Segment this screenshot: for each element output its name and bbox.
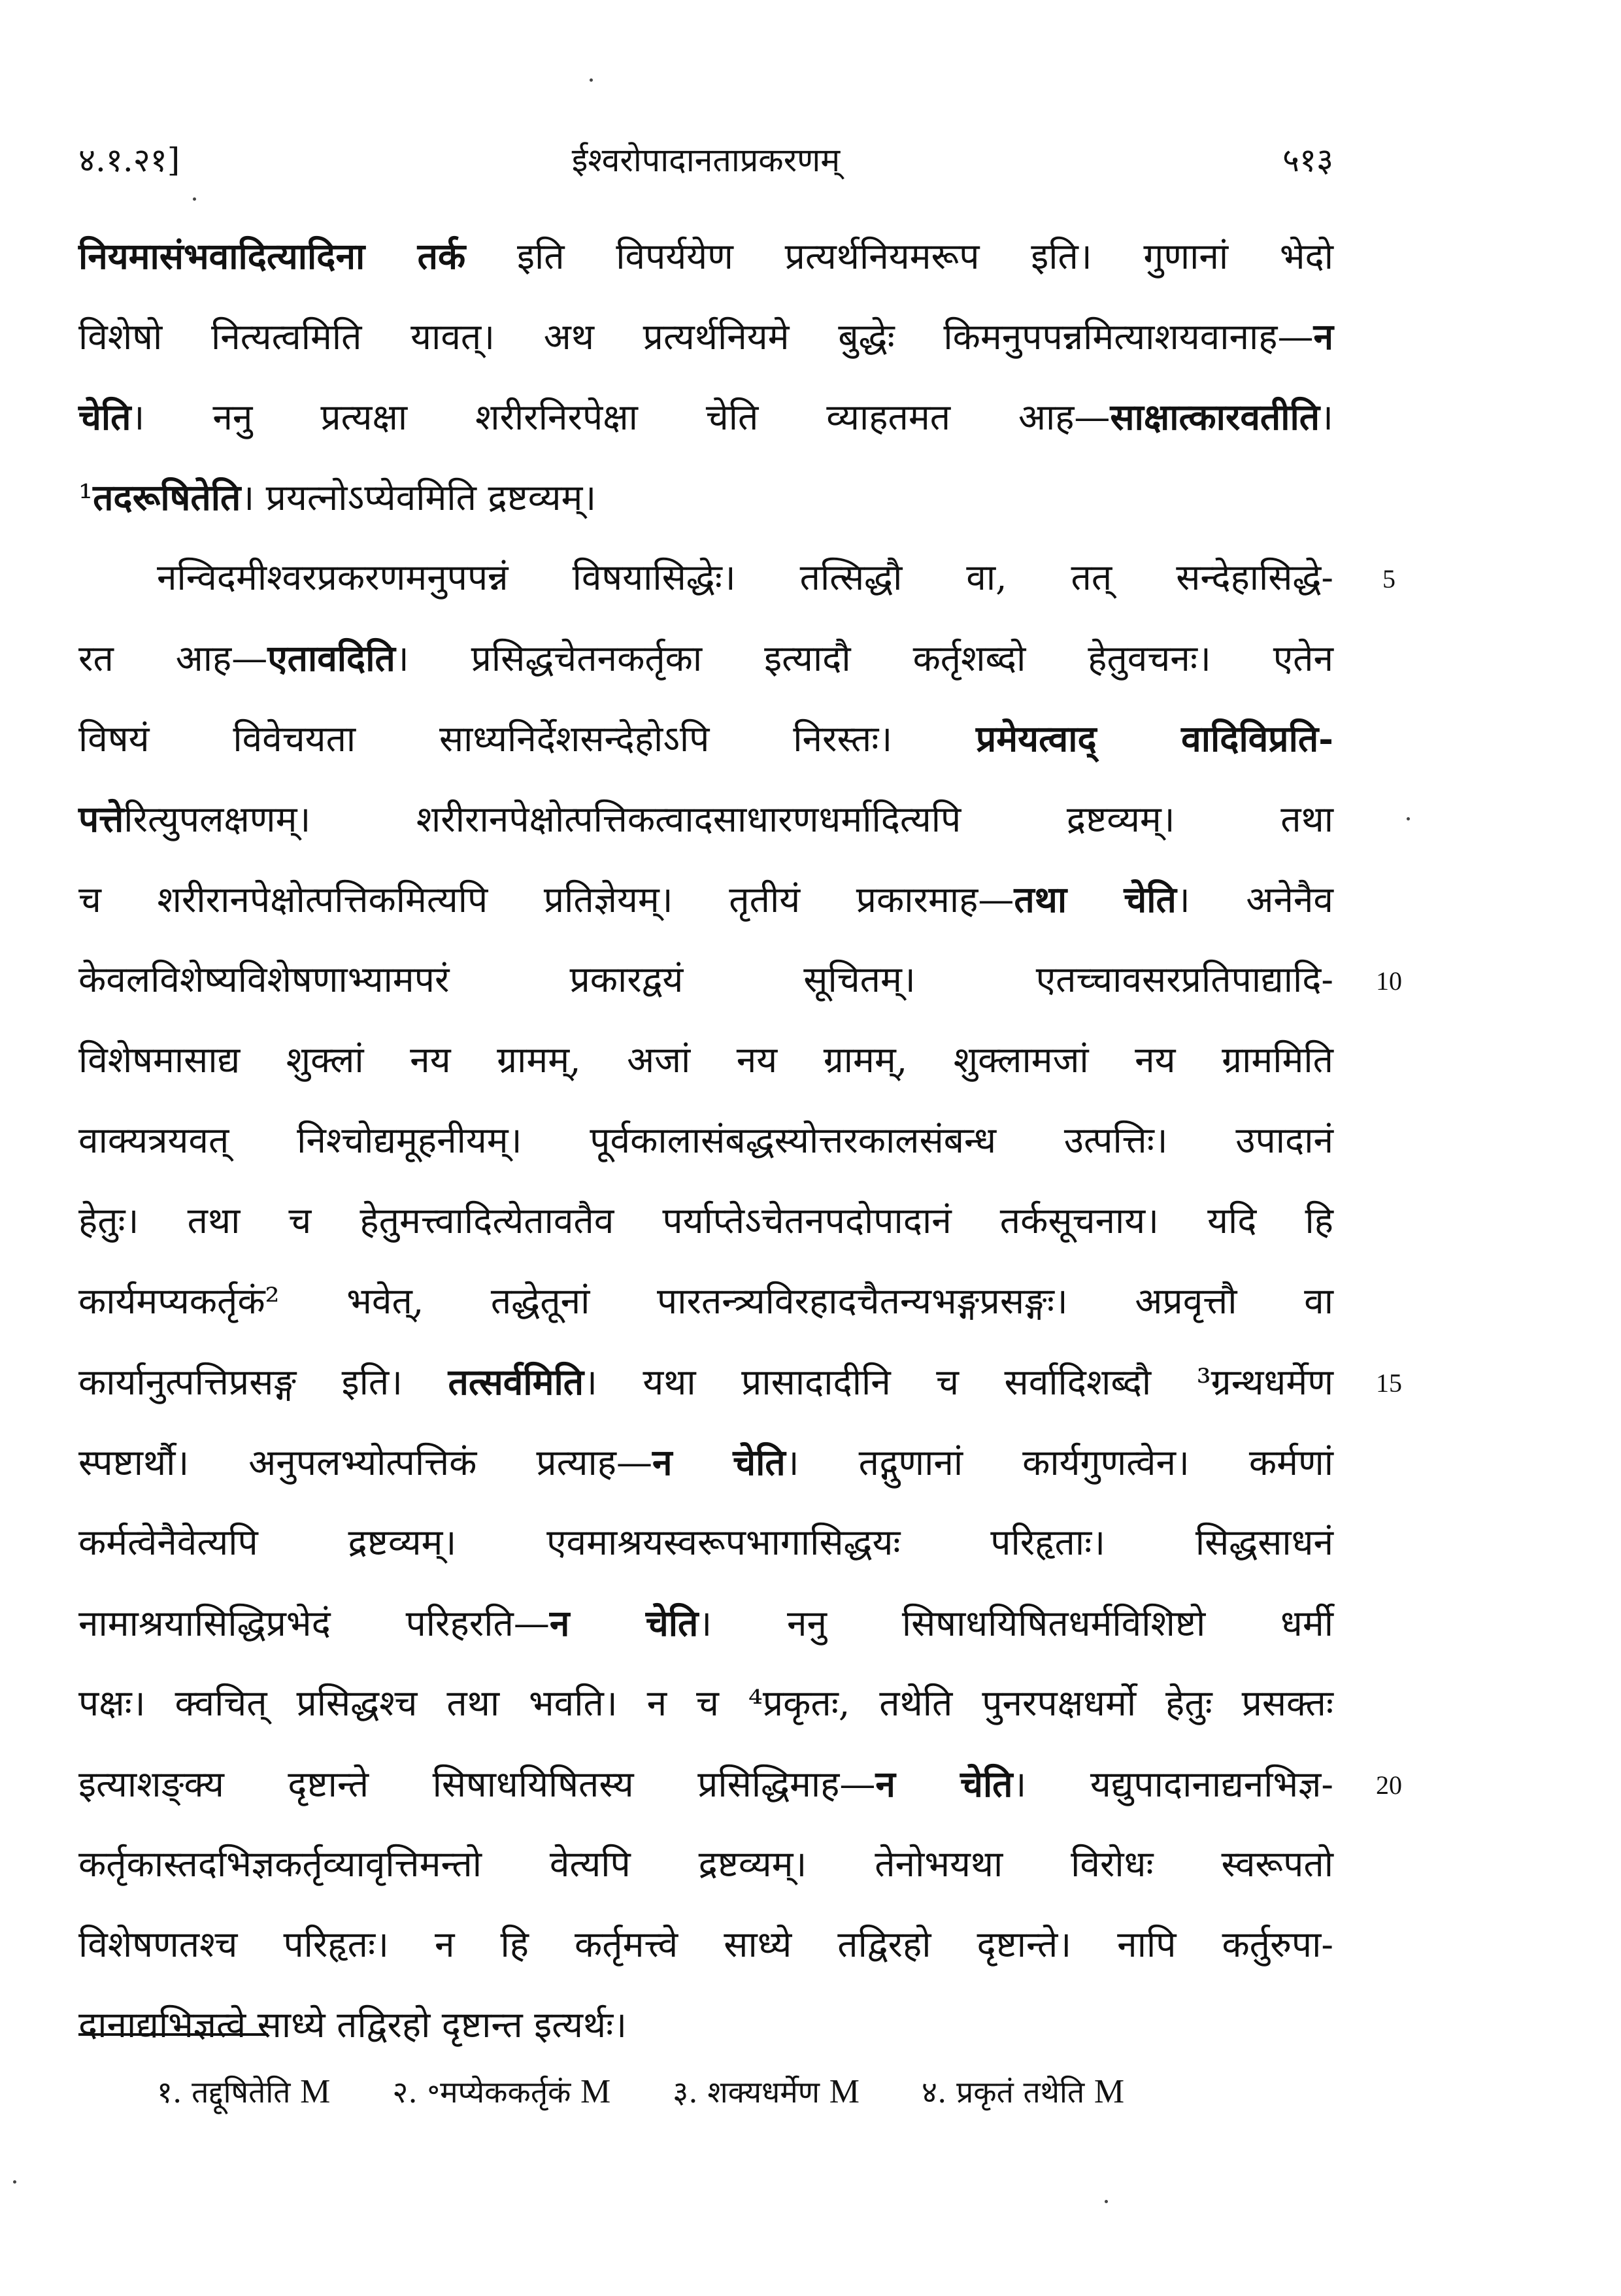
lemma-text: तत्सर्वमिति <box>448 1360 584 1403</box>
footnote-text: १. तद्दूषितेति <box>157 2074 291 2110</box>
commentary-segment: । यथा प्रासादादीनि च सर्वादिशब्दौ ³ग्रन्थधर्मेण <box>584 1361 1334 1403</box>
footnotes <box>157 2066 1333 2118</box>
commentary-segment: । प्रसिद्धचेतनकर्तृका इत्यादौ कर्तृशब्दो हेतुवचनः। एतेन <box>395 637 1334 679</box>
lemma-text: पत्ते <box>78 798 124 840</box>
text-line <box>78 1583 1333 1663</box>
commentary-segment: कर्मत्वेनैवेत्यपि द्रष्टव्यम्। एवमाश्रयस्वरूपभागासिद्धयः परिहृताः। सिद्धसाधनं <box>78 1521 1333 1563</box>
line-number: 10 <box>1376 966 1402 996</box>
text-line <box>78 1020 1333 1100</box>
text-line <box>78 216 1333 296</box>
footnote <box>673 2066 860 2118</box>
lemma-text: चेति <box>78 396 131 438</box>
lemma-text: न चेति <box>875 1763 1013 1805</box>
commentary-segment: इत्याशङ्क्य दृष्टान्ते सिषाधयिषितस्य प्रसिद्धिमाह— <box>78 1763 876 1805</box>
commentary-segment: रत आह— <box>78 637 268 679</box>
text-line <box>78 1181 1333 1261</box>
commentary-segment: नन्विदमीश्वरप्रकरणमनुपपन्नं विषयासिद्धेः। तत्सिद्धौ वा, तत् सन्देहासिद्धे- <box>157 556 1333 598</box>
section-reference: ४.१.२१] <box>78 141 180 179</box>
footnote-rule <box>78 2033 268 2036</box>
text-line <box>78 1663 1333 1744</box>
text-line <box>78 698 1333 779</box>
commentary-segment: इति विपर्ययेण प्रत्यर्थनियमरूप इति। गुणानां भेदो <box>465 235 1333 277</box>
commentary-segment: नामाश्रयासिद्धिप्रभेदं परिहरति— <box>78 1602 550 1644</box>
commentary-segment: । यद्युपादानाद्यनभिज्ञ- <box>1012 1763 1334 1805</box>
scan-speck <box>13 2180 16 2184</box>
commentary-segment: हेतुः। तथा च हेतुमत्त्वादित्येतावतैव पर्याप्तेऽचेतनपदोपादानं तर्कसूचनाय। यदि हि <box>78 1200 1333 1241</box>
footnote <box>392 2066 610 2118</box>
scan-speck <box>1105 2200 1108 2203</box>
commentary-segment: । अनेनैव <box>1176 879 1333 920</box>
chapter-title: ईश्वरोपादानताप्रकरणम् <box>571 141 841 179</box>
commentary-segment: । <box>1320 396 1333 438</box>
text-line <box>78 1824 1333 1904</box>
manuscript-siglum: M <box>580 2073 611 2110</box>
footnote-text: ४. प्रकृतं तथेति <box>921 2074 1085 2110</box>
lemma-text: तथा चेति <box>1014 878 1177 920</box>
commentary-segment: ¹ <box>78 477 93 518</box>
manuscript-siglum: M <box>829 2073 860 2110</box>
text-line <box>78 939 1333 1020</box>
text-line <box>78 779 1333 859</box>
manuscript-siglum: M <box>300 2073 331 2110</box>
commentary-segment: च शरीरानपेक्षोत्पत्तिकमित्यपि प्रतिज्ञेयम्। तृतीयं प्रकारमाह— <box>78 879 1014 920</box>
text-line <box>78 1100 1333 1181</box>
commentary-segment: रित्युपलक्षणम्। शरीरानपेक्षोत्पत्तिकत्वादसाधारणधर्मादित्यपि द्रष्टव्यम्। तथा <box>124 798 1333 840</box>
commentary-segment: विशेषो नित्यत्वमिति यावत्। अथ प्रत्यर्थनियमे बुद्धेः किमनुपपन्नमित्याशयवानाह— <box>78 316 1314 358</box>
scan-speck <box>590 78 593 82</box>
line-number: 20 <box>1376 1770 1402 1800</box>
lemma-text: न चेति <box>652 1441 786 1483</box>
text-line <box>78 859 1333 939</box>
line-number: 5 <box>1382 564 1395 594</box>
text-line <box>78 1342 1333 1422</box>
lemma-text: नियमासंभवादित्यादिना तर्क <box>78 235 466 277</box>
page-number: ५१३ <box>1282 141 1333 179</box>
lemma-text: तदरूषितेति <box>93 476 241 518</box>
text-line <box>78 377 1333 457</box>
text-line <box>78 1904 1333 1985</box>
commentary-segment: पक्षः। क्वचित् प्रसिद्धश्च तथा भवति। न च ⁴प्रकृतः, तथेति पुनरपक्षधर्मो हेतुः प्रसक्तः <box>78 1682 1333 1724</box>
commentary-segment: स्पष्टार्थौ। अनुपलभ्योत्पत्तिकं प्रत्याह— <box>78 1442 652 1483</box>
footnote-text: २. ॰मप्येककर्तृकं <box>392 2074 571 2110</box>
scan-speck <box>1407 817 1410 820</box>
text-line <box>78 457 1333 537</box>
commentary-segment: विशेषमासाद्य शुक्लां नय ग्रामम्, अजां नय ग्रामम्, शुक्लामजां नय ग्राममिति <box>78 1039 1333 1081</box>
footnote <box>157 2066 330 2118</box>
text-line <box>78 1422 1333 1502</box>
commentary-segment: । ननु सिषाधयिषितधर्मविशिष्टो धर्मी <box>698 1602 1334 1644</box>
commentary-segment: दानाद्यभिज्ञत्वे साध्ये तद्विरहो दृष्टान्त इत्यर्थः। <box>78 2004 627 2046</box>
manuscript-siglum: M <box>1094 2073 1125 2110</box>
commentary-segment: कर्तृकास्तदभिज्ञकर्तृव्यावृत्तिमन्तो वेत्यपि द्रष्टव्यम्। तेनोभयथा विरोधः स्वरूपतो <box>78 1843 1333 1885</box>
commentary-segment: । ननु प्रत्यक्षा शरीरनिरपेक्षा चेति व्याहतमत आह— <box>131 396 1111 438</box>
commentary-segment: विशेषणतश्च परिहृतः। न हि कर्तृमत्त्वे साध्ये तद्विरहो दृष्टान्ते। नापि कर्तुरुपा- <box>78 1923 1333 1965</box>
line-number: 15 <box>1376 1368 1402 1398</box>
lemma-text: एतावदिति <box>267 637 395 679</box>
lemma-text: न <box>1313 315 1333 358</box>
lemma-text: साक्षात्कारवतीति <box>1110 396 1320 438</box>
commentary-segment: विषयं विवेचयता साध्यनिर्देशसन्देहोऽपि निरस्तः। <box>78 718 976 760</box>
commentary-segment: । तद्गुणानां कार्यगुणत्वेन। कर्मणां <box>785 1442 1334 1483</box>
commentary-segment: कार्यानुत्पत्तिप्रसङ्ग इति। <box>78 1361 448 1403</box>
text-line <box>78 1985 1333 2065</box>
commentary-text <box>78 216 1333 2065</box>
running-header <box>78 134 1333 186</box>
lemma-text: न चेति <box>549 1602 699 1644</box>
commentary-segment: केवलविशेष्यविशेषणाभ्यामपरं प्रकारद्वयं सूचितम्। एतच्चावसरप्रतिपाद्यादि- <box>78 958 1333 1000</box>
footnote-text: ३. शक्यधर्मेण <box>673 2074 820 2110</box>
scan-speck <box>193 197 196 201</box>
text-line <box>78 537 1333 618</box>
lemma-text: प्रमेयत्वाद् वादिविप्रति- <box>976 717 1333 760</box>
text-line <box>78 1502 1333 1583</box>
text-line <box>78 1744 1333 1824</box>
text-line <box>78 296 1333 377</box>
text-line <box>78 618 1333 698</box>
commentary-segment: । प्रयत्नोऽप्येवमिति द्रष्टव्यम्। <box>241 477 597 518</box>
footnote <box>922 2066 1124 2118</box>
commentary-segment: कार्यमप्यकर्तृकं² भवेत्, तद्धेतूनां पारतन्त्र्यविरहादचैतन्यभङ्गप्रसङ्गः। अप्रवृत्तौ वा <box>78 1280 1333 1322</box>
text-line <box>78 1261 1333 1342</box>
commentary-segment: वाक्यत्रयवत् निश्चोद्यमूहनीयम्। पूर्वकालासंबद्धस्योत्तरकालसंबन्ध उत्पत्तिः। उपादानं <box>78 1119 1333 1161</box>
